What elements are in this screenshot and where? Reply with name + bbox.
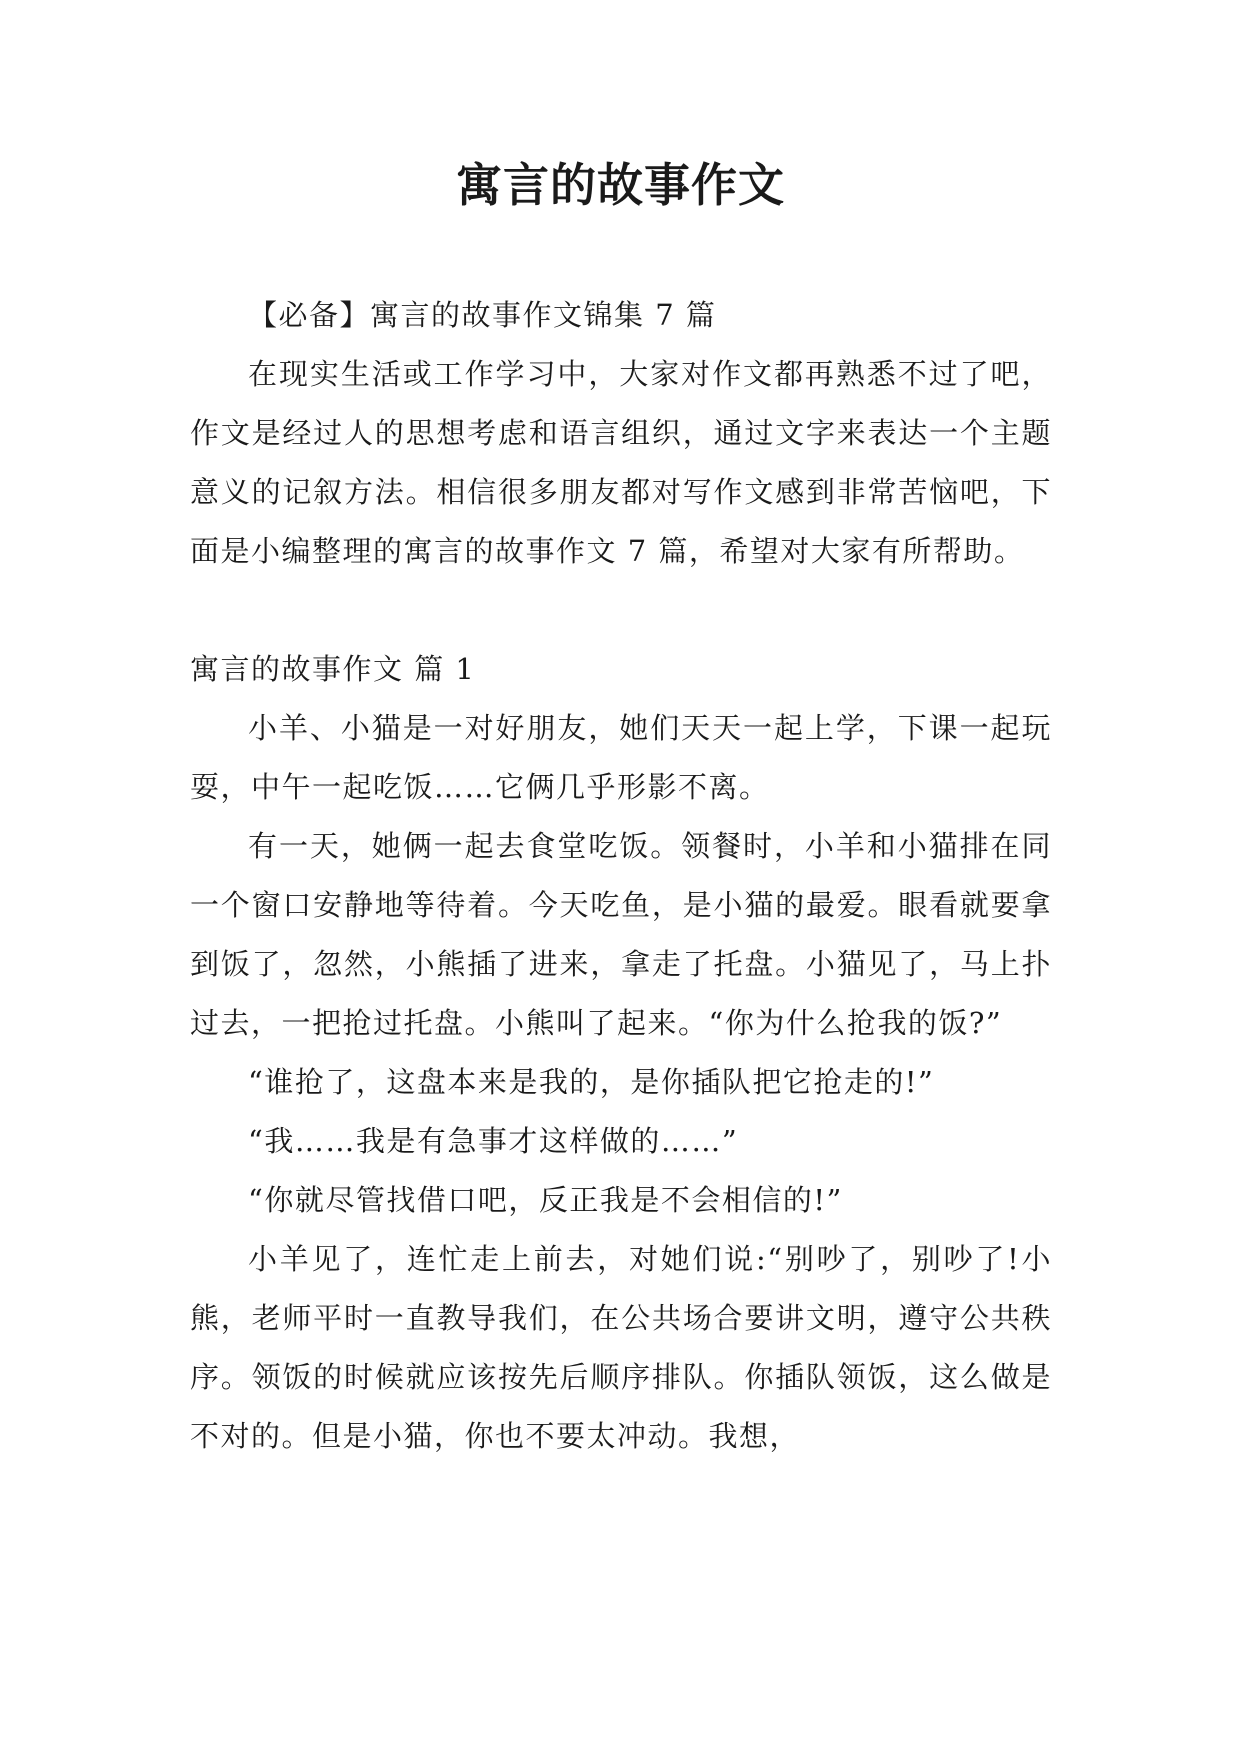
section-spacer bbox=[190, 581, 1052, 640]
document-subtitle: 【必备】寓言的故事作文锦集 7 篇 bbox=[248, 298, 717, 332]
story-paragraph: “你就尽管找借口吧，反正我是不会相信的!” bbox=[248, 1183, 843, 1217]
intro-paragraph: 在现实生活或工作学习中，大家对作文都再熟悉不过了吧，作文是经过人的思想考虑和语言组织，通过文字来表达一个主题意义的记叙方法。相信很多朋友都对写作文感到非常苦恼吧，下面是小编整理的寓言的故事作文 7 篇，希望对大家有所帮助。 bbox=[190, 357, 1052, 568]
document-body bbox=[190, 286, 1052, 1466]
story-paragraph: “我……我是有急事才这样做的……” bbox=[248, 1124, 739, 1158]
section-heading: 寓言的故事作文 篇 1 bbox=[190, 652, 476, 686]
story-paragraph: 有一天，她俩一起去食堂吃饭。领餐时，小羊和小猫排在同一个窗口安静地等待着。今天吃鱼，是小猫的最爱。眼看就要拿到饭了，忽然，小熊插了进来，拿走了托盘。小猫见了，马上扑过去，一把抢过托盘。小熊叫了起来。“你为什么抢我的饭?” bbox=[190, 829, 1052, 1040]
story-paragraph: 小羊、小猫是一对好朋友，她们天天一起上学，下课一起玩耍，中午一起吃饭……它俩几乎形影不离。 bbox=[190, 711, 1052, 804]
story-paragraph: “谁抢了，这盘本来是我的，是你插队把它抢走的!” bbox=[248, 1065, 935, 1099]
story-paragraph: 小羊见了，连忙走上前去，对她们说:“别吵了，别吵了!小熊，老师平时一直教导我们，在公共场合要讲文明，遵守公共秩序。领饭的时候就应该按先后顺序排队。你插队领饭，这么做是不对的。但是小猫，你也不要太冲动。我想， bbox=[190, 1242, 1052, 1453]
document-title: 寓言的故事作文 bbox=[456, 158, 785, 212]
